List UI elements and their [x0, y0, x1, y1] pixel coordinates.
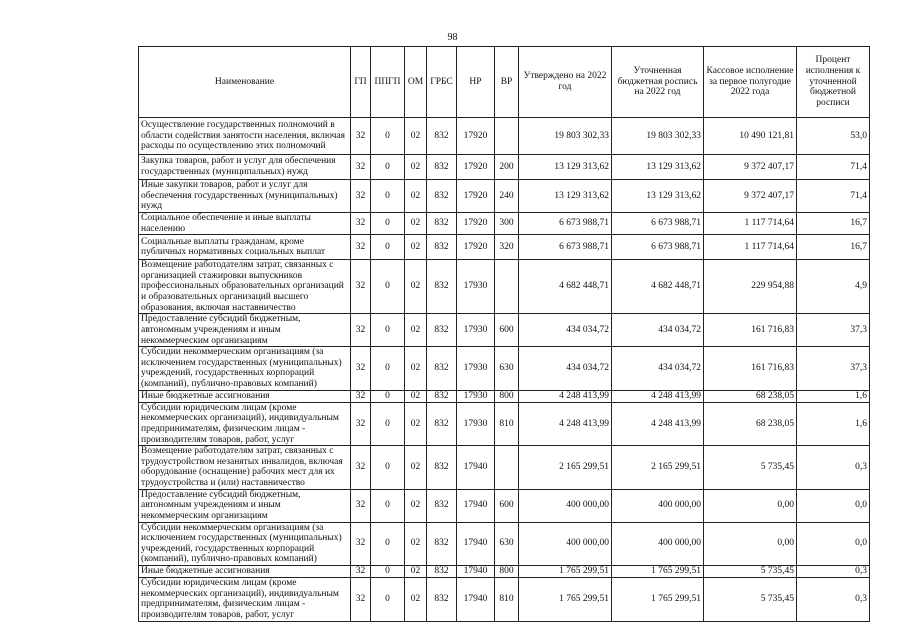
table-row	[139, 118, 870, 155]
cell-revised: 6 673 988,71	[612, 235, 704, 260]
cell-grbs: 832	[427, 390, 457, 402]
cell-om: 02	[405, 118, 427, 155]
table-row	[139, 260, 870, 314]
cell-percent: 16,7	[797, 212, 870, 234]
cell-revised: 1 765 299,51	[612, 566, 704, 578]
cell-cash: 10 490 121,81	[704, 118, 797, 155]
cell-nr: 17920	[457, 118, 495, 155]
cell-nr: 17930	[457, 260, 495, 314]
cell-approved: 19 803 302,33	[519, 118, 612, 155]
table-row	[139, 489, 870, 522]
header-approved: Утверждено на 2022 год	[519, 47, 612, 118]
cell-gp: 32	[351, 212, 371, 234]
cell-revised: 434 034,72	[612, 347, 704, 391]
cell-ppgp: 0	[371, 566, 405, 578]
cell-percent: 0,0	[797, 489, 870, 522]
cell-approved: 13 129 313,62	[519, 155, 612, 180]
cell-grbs: 832	[427, 489, 457, 522]
cell-vr: 630	[495, 347, 519, 391]
cell-cash: 229 954,88	[704, 260, 797, 314]
cell-approved: 6 673 988,71	[519, 212, 612, 234]
cell-nr: 17930	[457, 347, 495, 391]
cell-ppgp: 0	[371, 489, 405, 522]
table-row	[139, 212, 870, 234]
cell-percent: 16,7	[797, 235, 870, 260]
header-revised: Уточненная бюджетная роспись на 2022 год	[612, 47, 704, 118]
cell-name: Иные бюджетные ассигнования	[139, 566, 351, 578]
cell-percent: 0,3	[797, 566, 870, 578]
budget-table	[138, 46, 870, 622]
cell-vr: 600	[495, 489, 519, 522]
cell-percent: 0,0	[797, 522, 870, 566]
cell-revised: 434 034,72	[612, 314, 704, 347]
header-ppgp: ППГП	[371, 47, 405, 118]
table-row	[139, 390, 870, 402]
cell-om: 02	[405, 402, 427, 446]
cell-vr: 810	[495, 578, 519, 622]
cell-name: Возмещение работодателям затрат, связанных с трудоустройством незанятых инвалидов, включая оборудование (оснащение) рабочих мест для их трудоустройства и (или) наставничество	[139, 446, 351, 490]
cell-name: Субсидии некоммерческим организациям (за исключением государственных (муниципальных) учреждений, государственных корпораций (компаний), публично-правовых компаний)	[139, 347, 351, 391]
cell-approved: 2 165 299,51	[519, 446, 612, 490]
header-om: ОМ	[405, 47, 427, 118]
cell-name: Субсидии юридическим лицам (кроме некоммерческих организаций), индивидуальным предпринимателям, физическим лицам - производителям товаров, работ, услуг	[139, 402, 351, 446]
cell-ppgp: 0	[371, 155, 405, 180]
cell-nr: 17940	[457, 578, 495, 622]
cell-gp: 32	[351, 489, 371, 522]
cell-nr: 17930	[457, 402, 495, 446]
cell-nr: 17920	[457, 235, 495, 260]
header-name: Наименование	[139, 47, 351, 118]
header-gp: ГП	[351, 47, 371, 118]
cell-om: 02	[405, 489, 427, 522]
cell-percent: 0,3	[797, 446, 870, 490]
cell-name: Предоставление субсидий бюджетным, автономным учреждениям и иным некоммерческим организациям	[139, 489, 351, 522]
cell-approved: 434 034,72	[519, 314, 612, 347]
cell-name: Иные закупки товаров, работ и услуг для обеспечения государственных (муниципальных) нужд	[139, 180, 351, 213]
cell-vr: 810	[495, 402, 519, 446]
cell-grbs: 832	[427, 522, 457, 566]
cell-gp: 32	[351, 578, 371, 622]
cell-nr: 17940	[457, 489, 495, 522]
cell-revised: 13 129 313,62	[612, 180, 704, 213]
cell-name: Социальное обеспечение и иные выплаты населению	[139, 212, 351, 234]
cell-om: 02	[405, 446, 427, 490]
cell-gp: 32	[351, 180, 371, 213]
cell-om: 02	[405, 566, 427, 578]
cell-nr: 17920	[457, 155, 495, 180]
cell-revised: 400 000,00	[612, 489, 704, 522]
cell-grbs: 832	[427, 347, 457, 391]
cell-grbs: 832	[427, 314, 457, 347]
cell-percent: 37,3	[797, 347, 870, 391]
cell-gp: 32	[351, 260, 371, 314]
cell-revised: 13 129 313,62	[612, 155, 704, 180]
cell-percent: 4,9	[797, 260, 870, 314]
cell-percent: 71,4	[797, 155, 870, 180]
cell-approved: 4 248 413,99	[519, 402, 612, 446]
cell-gp: 32	[351, 390, 371, 402]
cell-grbs: 832	[427, 118, 457, 155]
cell-om: 02	[405, 522, 427, 566]
cell-ppgp: 0	[371, 402, 405, 446]
cell-nr: 17940	[457, 566, 495, 578]
cell-cash: 9 372 407,17	[704, 180, 797, 213]
cell-revised: 400 000,00	[612, 522, 704, 566]
cell-percent: 1,6	[797, 402, 870, 446]
cell-grbs: 832	[427, 212, 457, 234]
cell-percent: 53,0	[797, 118, 870, 155]
cell-cash: 5 735,45	[704, 578, 797, 622]
cell-ppgp: 0	[371, 260, 405, 314]
cell-vr: 240	[495, 180, 519, 213]
table-row	[139, 314, 870, 347]
cell-cash: 5 735,45	[704, 566, 797, 578]
cell-grbs: 832	[427, 235, 457, 260]
cell-name: Субсидии юридическим лицам (кроме некоммерческих организаций), индивидуальным предпринимателям, физическим лицам - производителям товаров, работ, услуг	[139, 578, 351, 622]
cell-percent: 37,3	[797, 314, 870, 347]
cell-grbs: 832	[427, 402, 457, 446]
cell-ppgp: 0	[371, 118, 405, 155]
cell-nr: 17930	[457, 314, 495, 347]
cell-grbs: 832	[427, 578, 457, 622]
cell-cash: 68 238,05	[704, 402, 797, 446]
table-body	[139, 118, 870, 622]
cell-approved: 400 000,00	[519, 522, 612, 566]
cell-ppgp: 0	[371, 390, 405, 402]
cell-name: Возмещение работодателям затрат, связанных с организацией стажировки выпускников профессиональных образовательных организаций и образовательных организаций высшего образования, включая наставничество	[139, 260, 351, 314]
cell-name: Предоставление субсидий бюджетным, автономным учреждениям и иным некоммерческим организациям	[139, 314, 351, 347]
cell-approved: 1 765 299,51	[519, 578, 612, 622]
cell-ppgp: 0	[371, 180, 405, 213]
header-cash: Кассовое исполнение за первое полугодие 2022 года	[704, 47, 797, 118]
cell-vr	[495, 118, 519, 155]
cell-approved: 1 765 299,51	[519, 566, 612, 578]
table-row	[139, 347, 870, 391]
cell-ppgp: 0	[371, 212, 405, 234]
cell-om: 02	[405, 390, 427, 402]
cell-ppgp: 0	[371, 446, 405, 490]
cell-revised: 4 248 413,99	[612, 390, 704, 402]
cell-grbs: 832	[427, 566, 457, 578]
cell-name: Социальные выплаты гражданам, кроме публичных нормативных социальных выплат	[139, 235, 351, 260]
cell-grbs: 832	[427, 446, 457, 490]
cell-revised: 2 165 299,51	[612, 446, 704, 490]
cell-om: 02	[405, 155, 427, 180]
cell-name: Закупка товаров, работ и услуг для обеспечения государственных (муниципальных) нужд	[139, 155, 351, 180]
header-row	[139, 47, 870, 118]
cell-grbs: 832	[427, 155, 457, 180]
cell-percent: 1,6	[797, 390, 870, 402]
cell-nr: 17940	[457, 522, 495, 566]
cell-cash: 5 735,45	[704, 446, 797, 490]
cell-revised: 4 682 448,71	[612, 260, 704, 314]
cell-nr: 17930	[457, 390, 495, 402]
cell-gp: 32	[351, 235, 371, 260]
cell-ppgp: 0	[371, 314, 405, 347]
cell-revised: 1 765 299,51	[612, 578, 704, 622]
cell-grbs: 832	[427, 180, 457, 213]
cell-percent: 0,3	[797, 578, 870, 622]
page-number: 98	[447, 32, 458, 43]
table-row	[139, 578, 870, 622]
cell-cash: 161 716,83	[704, 314, 797, 347]
cell-cash: 1 117 714,64	[704, 235, 797, 260]
cell-gp: 32	[351, 155, 371, 180]
cell-percent: 71,4	[797, 180, 870, 213]
cell-om: 02	[405, 347, 427, 391]
cell-cash: 9 372 407,17	[704, 155, 797, 180]
cell-approved: 4 682 448,71	[519, 260, 612, 314]
cell-revised: 4 248 413,99	[612, 402, 704, 446]
table-row	[139, 180, 870, 213]
cell-vr: 300	[495, 212, 519, 234]
cell-revised: 19 803 302,33	[612, 118, 704, 155]
cell-om: 02	[405, 578, 427, 622]
cell-cash: 161 716,83	[704, 347, 797, 391]
cell-gp: 32	[351, 347, 371, 391]
cell-approved: 13 129 313,62	[519, 180, 612, 213]
cell-cash: 68 238,05	[704, 390, 797, 402]
cell-name: Осуществление государственных полномочий в области содействия занятости населения, включая расходы по осуществлению этих полномочий	[139, 118, 351, 155]
cell-ppgp: 0	[371, 235, 405, 260]
cell-vr: 320	[495, 235, 519, 260]
table-row	[139, 235, 870, 260]
cell-approved: 400 000,00	[519, 489, 612, 522]
table-row	[139, 402, 870, 446]
cell-gp: 32	[351, 522, 371, 566]
cell-name: Субсидии некоммерческим организациям (за исключением государственных (муниципальных) учреждений, государственных корпораций (компаний), публично-правовых компаний)	[139, 522, 351, 566]
cell-om: 02	[405, 180, 427, 213]
cell-nr: 17920	[457, 212, 495, 234]
table-row	[139, 522, 870, 566]
cell-vr	[495, 260, 519, 314]
cell-ppgp: 0	[371, 578, 405, 622]
cell-om: 02	[405, 260, 427, 314]
header-vr: ВР	[495, 47, 519, 118]
cell-nr: 17940	[457, 446, 495, 490]
cell-vr	[495, 446, 519, 490]
cell-gp: 32	[351, 314, 371, 347]
cell-gp: 32	[351, 402, 371, 446]
cell-nr: 17920	[457, 180, 495, 213]
cell-gp: 32	[351, 118, 371, 155]
cell-vr: 800	[495, 390, 519, 402]
cell-approved: 4 248 413,99	[519, 390, 612, 402]
cell-cash: 0,00	[704, 522, 797, 566]
table-row	[139, 155, 870, 180]
cell-ppgp: 0	[371, 522, 405, 566]
cell-approved: 6 673 988,71	[519, 235, 612, 260]
cell-om: 02	[405, 235, 427, 260]
cell-vr: 600	[495, 314, 519, 347]
cell-revised: 6 673 988,71	[612, 212, 704, 234]
cell-vr: 200	[495, 155, 519, 180]
cell-gp: 32	[351, 566, 371, 578]
cell-cash: 1 117 714,64	[704, 212, 797, 234]
table-row	[139, 566, 870, 578]
cell-gp: 32	[351, 446, 371, 490]
header-nr: НР	[457, 47, 495, 118]
cell-grbs: 832	[427, 260, 457, 314]
cell-vr: 630	[495, 522, 519, 566]
cell-ppgp: 0	[371, 347, 405, 391]
header-percent: Процент исполнения к уточненной бюджетной росписи	[797, 47, 870, 118]
header-grbs: ГРБС	[427, 47, 457, 118]
table-row	[139, 446, 870, 490]
cell-approved: 434 034,72	[519, 347, 612, 391]
cell-name: Иные бюджетные ассигнования	[139, 390, 351, 402]
cell-om: 02	[405, 212, 427, 234]
cell-vr: 800	[495, 566, 519, 578]
cell-cash: 0,00	[704, 489, 797, 522]
cell-om: 02	[405, 314, 427, 347]
